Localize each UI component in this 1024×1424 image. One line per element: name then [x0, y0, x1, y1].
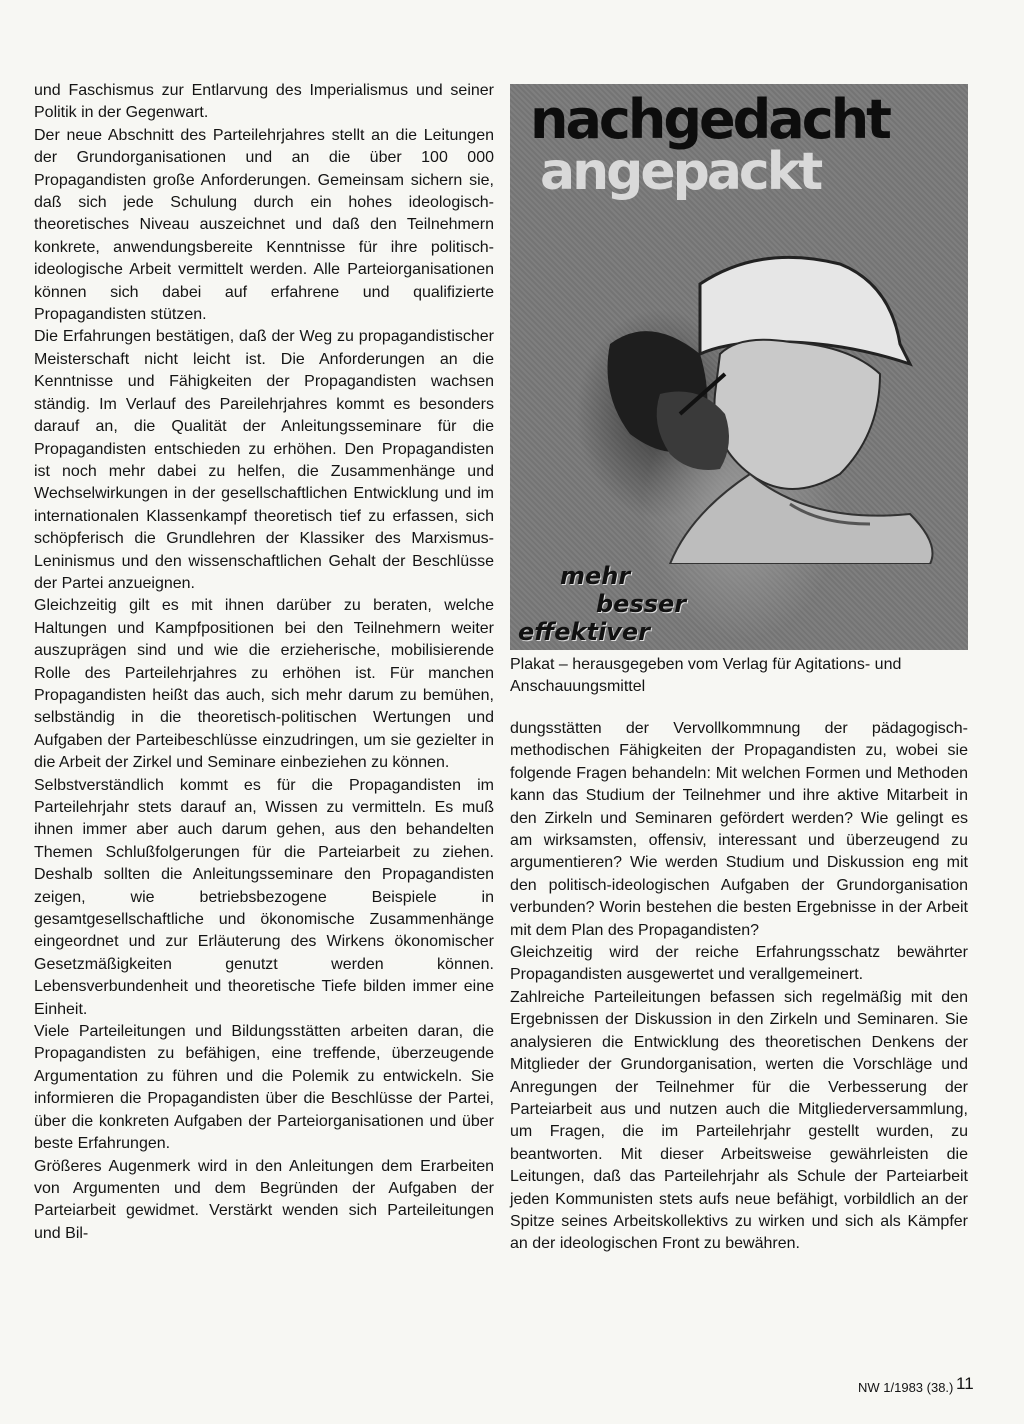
- issue-reference: NW 1/1983 (38.): [858, 1380, 954, 1395]
- poster-image: [510, 84, 968, 650]
- page-number: 11: [956, 1374, 974, 1393]
- paragraph: Der neue Abschnitt des Parteilehrjahres stellt an die Leitungen der Grundorganisationen und an die über 100 000 Propagandisten große Anforderungen. Gemeinsam sichern sie, daß sich jede Schulung durch ein hohes ideologisch-theoretisches Niveau auszeichnet und daß den Teilnehmern konkrete, anwendungsbereite Kenntnisse für ihre politisch-ideologische Arbeit vermittelt werden. Alle Parteiorganisationen können sich dabei auf erfahrene und qualifizierte Propagandisten stützen.: [34, 126, 494, 324]
- left-text-column: [34, 80, 494, 1245]
- poster-title-nachgedacht: nachgedacht: [530, 88, 889, 151]
- paragraph: Gleichzeitig wird der reiche Erfahrungsschatz bewährter Propagandisten ausgewertet und verallgemeinert.: [510, 944, 968, 984]
- poster-caption: Plakat – herausgegeben vom Verlag für Agitations- und Anschauungsmittel: [510, 656, 902, 695]
- right-text-column: [510, 718, 968, 1256]
- paragraph: Zahlreiche Parteileitungen befassen sich regelmäßig mit den Ergebnissen der Diskussion in den Zirkeln und Seminaren. Sie analysieren die Entwicklung des theoretischen Denkens der Mitglieder der Grundorganisation, werten die Vorschläge und Anregungen der Teilnehmer für die Verbesserung der Parteiarbeit aus und nutzen auch die Mitgliederversammlung, um Fragen, die im Parteilehrjahr gestellt wurden, zu beantworten. Mit dieser Arbeitsweise gewährleisten die Leitungen, daß das Parteilehrjahr als Schule der Parteiarbeit jeden Kommunisten stets aufs neue befähigt, vorbildlich an der Spitze seines Arbeitskollektivs zu wirken und sich als Kämpfer an der ideologischen Front zu bewähren.: [510, 988, 968, 1253]
- paragraph: Größeres Augenmerk wird in den Anleitungen dem Erarbeiten von Argumenten und dem Begründen der Aufgaben der Parteiarbeit gewidmet. Verstärkt wenden sich Parteileitungen und Bil-: [34, 1157, 494, 1242]
- paragraph: dungsstätten der Vervollkommnung der pädagogisch-methodischen Fähigkeiten der Propagandisten zu, wobei sie folgende Fragen behandeln: Mit welchen Formen und Methoden kann das Studium der Teilnehmer und ihre aktive Mitarbeit in den Zirkeln und Seminaren gefördert werden? Wie gelingt es am wirksamsten, offensiv, interessant und überzeugend zu argumentieren? Wie werden Studium und Diskussion eng mit den politisch-ideologischen Aufgaben der Grundorganisation verbunden? Worin bestehen die besten Ergebnisse in der Arbeit mit dem Plan des Propagandisten?: [510, 720, 968, 939]
- poster-slogan-effektiver: effektiver: [518, 618, 650, 646]
- paragraph: Gleichzeitig gilt es mit ihnen darüber zu beraten, welche Haltungen und Kampfpositionen bei den Teilnehmern weiter auszuprägen sind und wie die erzieherische, mobilisierende Rolle des Parteilehrjahres zu erhöhen ist. Für manchen Propagandisten heißt das auch, sich mehr darum zu bemühen, selbständig in die theoretisch-politischen Wertungen und Aufgaben der Parteibeschlüsse einzudringen, um sie gezielter in die Arbeit der Zirkel und Seminare einbeziehen zu können.: [34, 597, 494, 772]
- poster-title-angepackt: angepackt: [540, 142, 821, 202]
- paragraph: Selbstverständlich kommt es für die Propagandisten im Parteilehrjahr stets darauf an, Wissen zu vermitteln. Es muß ihnen immer aber auch darum gehen, aus den behandelten Themen Schlußfolgerungen für die Parteiarbeit zu ziehen. Deshalb sollten die Anleitungsseminare den Propagandisten zeigen, wie betriebsbezogene Beispiele in gesamtgesellschaftliche und ökonomische Zusammenhänge eingeordnet und zur Erläuterung des Wirkens ökonomischer Gesetzmäßigkeiten genutzt werden können. Lebensverbundenheit und theoretische Tiefe bilden immer eine Einheit.: [34, 776, 494, 1018]
- poster-slogan-mehr: mehr: [560, 562, 631, 590]
- worker-illustration: [550, 224, 950, 564]
- paragraph: Viele Parteileitungen und Bildungsstätten arbeiten daran, die Propagandisten zu befähigen, eine treffende, überzeugende Argumentation zu führen und die Polemik zu entwickeln. Sie informieren die Propagandisten über die Beschlüsse der Partei, über die konkreten Aufgaben der Parteiorganisationen und über beste Erfahrungen.: [34, 1023, 494, 1153]
- paragraph: und Faschismus zur Entlarvung des Imperialismus und seiner Politik in der Gegenwart.: [34, 82, 494, 122]
- poster-slogan-besser: besser: [596, 590, 687, 618]
- paragraph: Die Erfahrungen bestätigen, daß der Weg zu propagandistischer Meisterschaft nicht leicht ist. Die Anforderungen an die Kenntnisse und Fähigkeiten der Propagandisten wachsen ständig. Im Verlauf des Pareilehrjahres kommt es besonders darauf an, die Qualität der Anleitungsseminare für die Propagandisten entschieden zu erhöhen. Den Propagandisten ist noch mehr dabei zu helfen, die Zusammenhänge und Wechselwirkungen in der gesellschaftlichen Entwicklung und im internationalen Klassenkampf theoretisch tief zu erfassen, sich schöpferisch die Grundlehren der Klassiker des Marxismus-Leninismus und den wissenschaftlichen Gehalt der Beschlüsse der Partei anzueignen.: [34, 328, 494, 592]
